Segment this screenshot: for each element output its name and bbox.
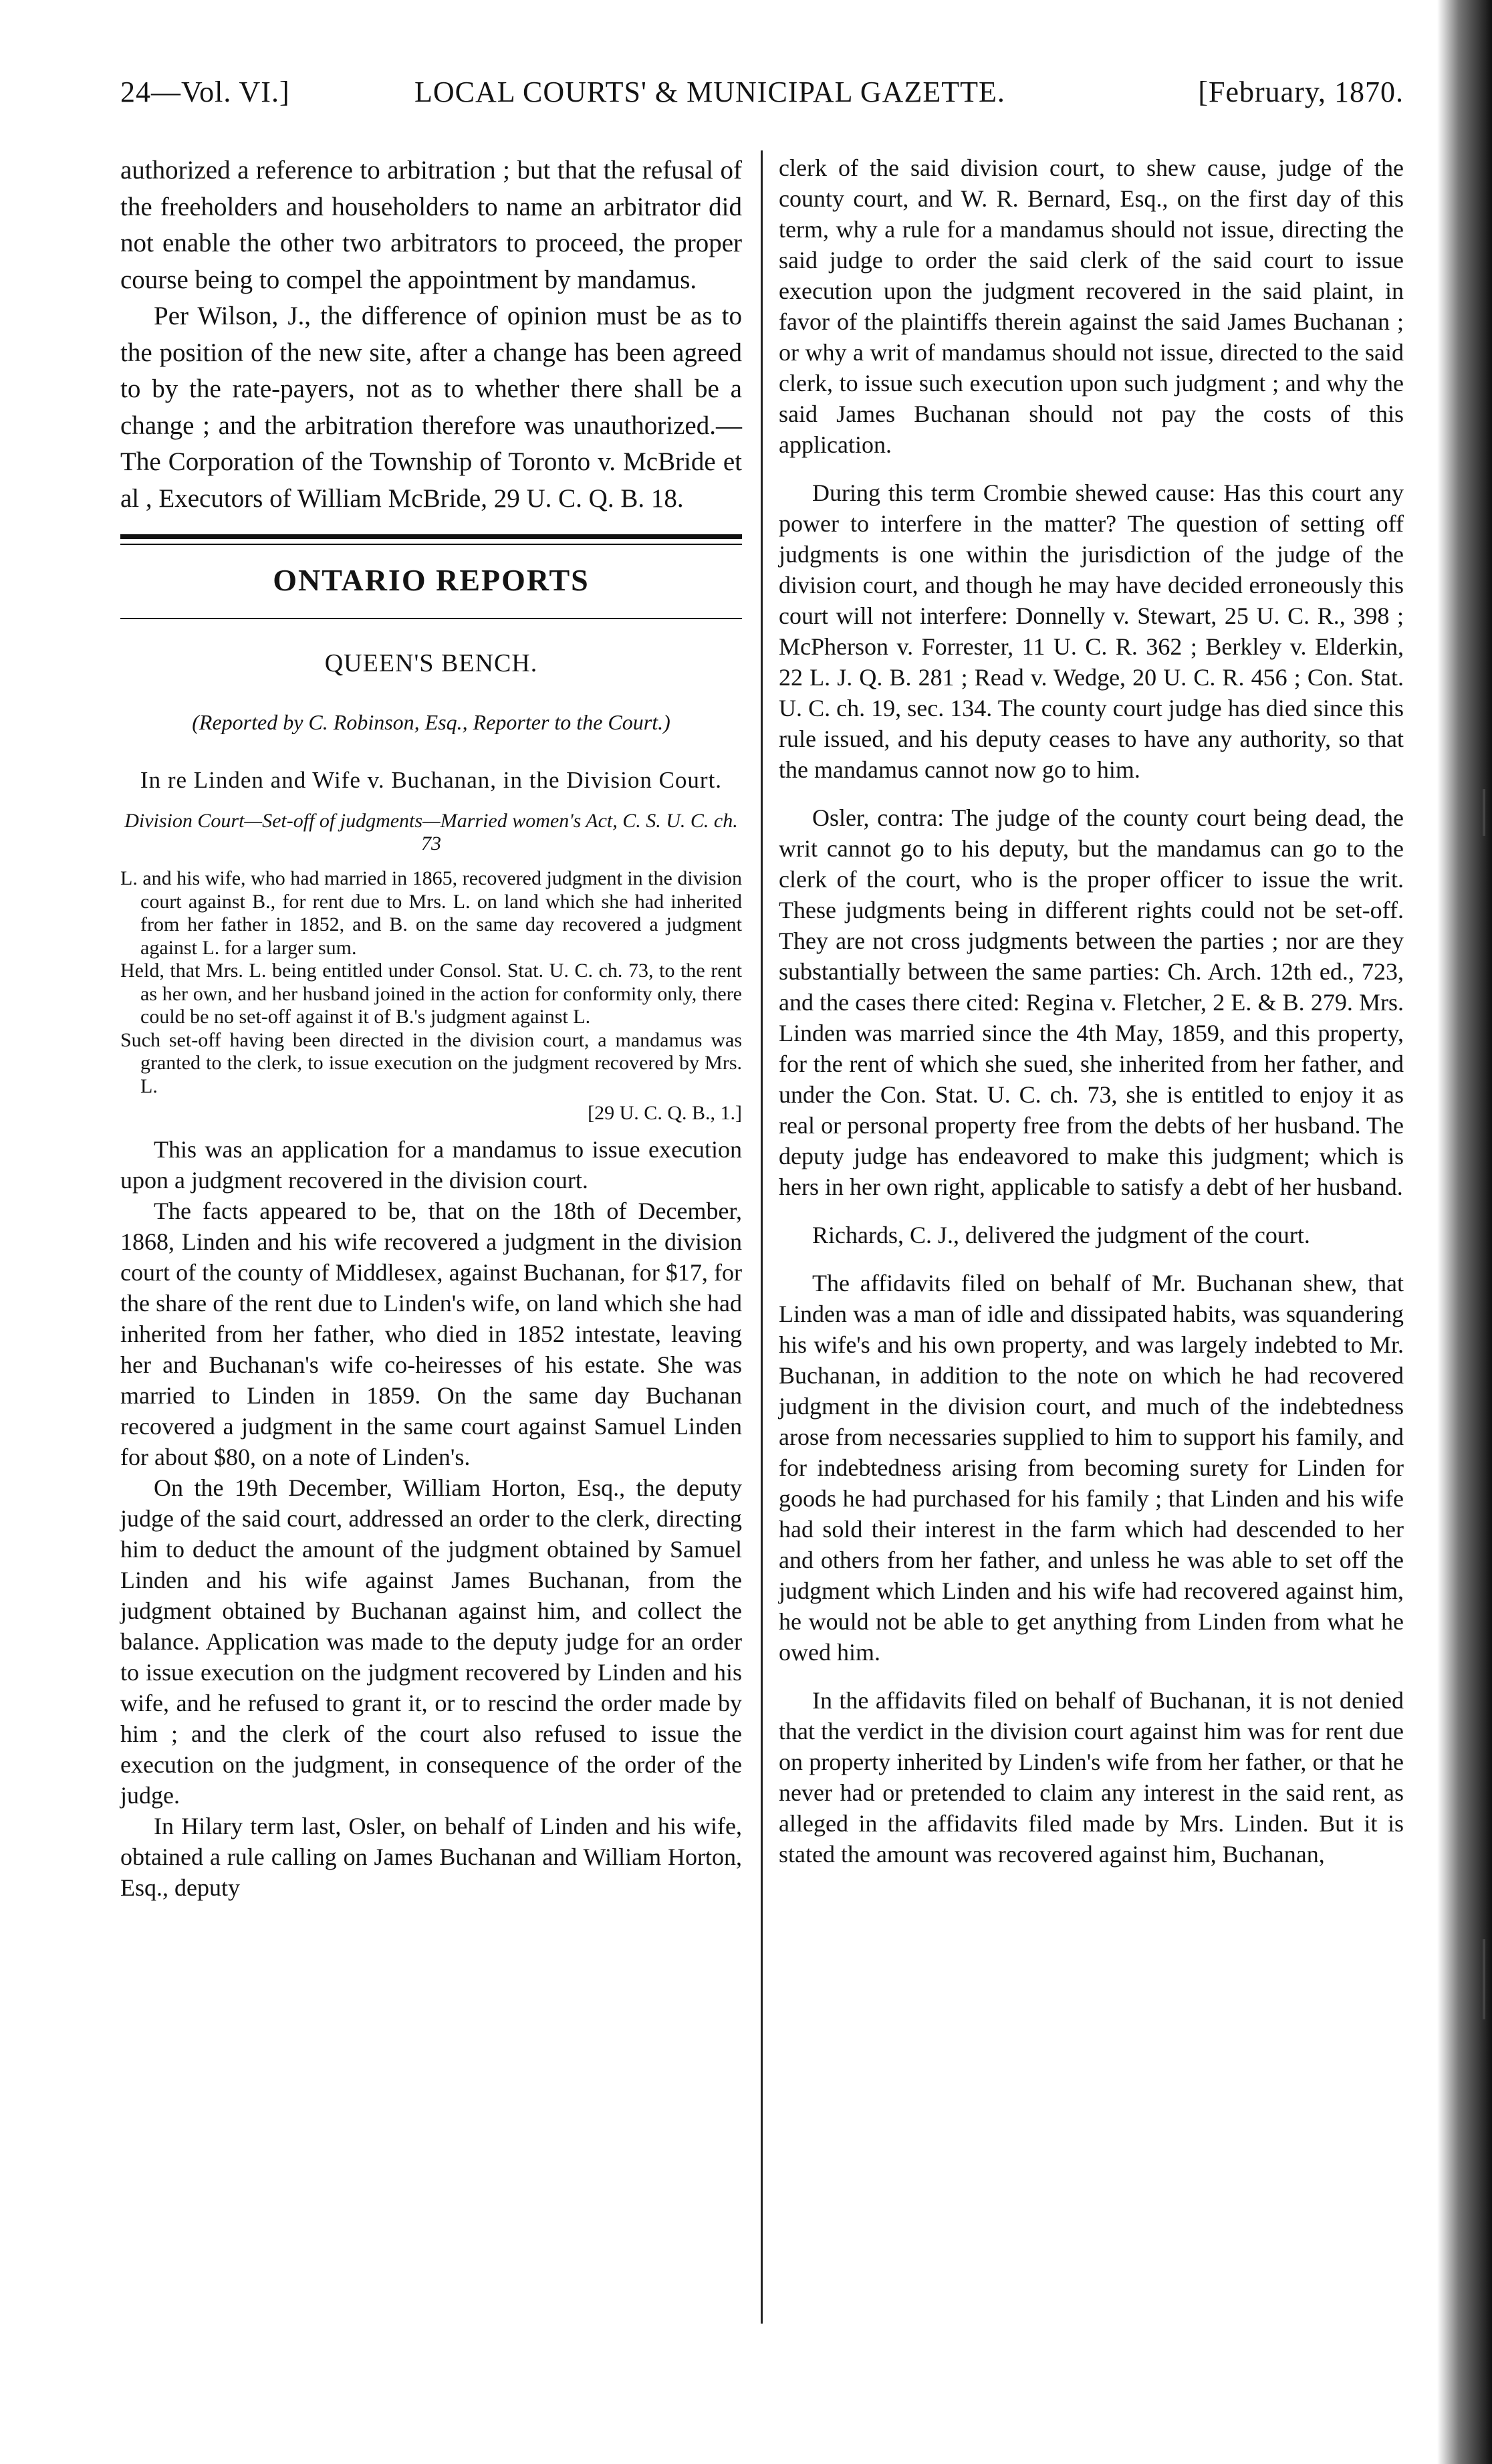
scan-edge-shadow — [1437, 0, 1492, 2464]
wilson-paragraph: Per Wilson, J., the difference of opinion must be as to the position of the new site, after a change has been agreed to by the rate-payers, not as to whether there shall be a change ; and the arbitration therefore was unauthorized.—The Corporation of the Township of Toronto v. McBride et al , Executors of William McBride, 29 U. C. Q. B. 18. — [120, 302, 742, 513]
body-paragraph: During this term Crombie shewed cause: Has this court any power to interfere in the matter? The question of setting off judgments is one within the jurisdiction of the judge of the division court, and though he may have decided erroneously this court will not interfere: Donnelly v. Stewart, 25 U. C. R., 398 ; McPherson v. Forrester, 11 U. C. R. 362 ; Berkley v. Elderkin, 22 L. J. Q. B. 281 ; Read v. Wedge, 20 U. C. R. 456 ; Con. Stat. U. C. ch. 19, sec. 134. The county court judge has died since this rule issued, and his deputy ceases to have any authority, so that the mandamus cannot now go to him. — [779, 479, 1404, 783]
body-paragraph: The affidavits filed on behalf of Mr. Buchanan shew, that Linden was a man of idle and dissipated habits, was squandering his wife's and his own property, and was largely indebted to Mr. Buchanan, in addition to the note on which he had recovered judgment in the division court, and much of the indebtedness arose from necessaries supplied to him to support his family, and for indebtedness arising from becoming surety for Linden for goods he had purchased for his family ; that Linden and his wife had sold their interest in the farm which had descended to her and others from her father, and unless he was able to set off the judgment which Linden and his wife had recovered against him, he would not be able to get anything from Linden from what he owed him. — [779, 1270, 1404, 1666]
scan-edge-mark — [1483, 789, 1485, 836]
section-title: ONTARIO REPORTS — [273, 563, 590, 597]
syllabus-item: Such set-off having been directed in the division court, a mandamus was granted to the clerk, to issue execution on the judgment recovered by Mrs. L. — [120, 1028, 742, 1097]
citation: [29 U. C. Q. B., 1.] — [588, 1102, 742, 1124]
judge-line: Richards, C. J., delivered the judgment of the court. — [812, 1222, 1310, 1248]
body-paragraph: In Hilary term last, Osler, on behalf of Linden and his wife, obtained a rule calling on James Buchanan and William Horton, Esq., deputy — [120, 1813, 742, 1901]
body-paragraph: The facts appeared to be, that on the 18th of December, 1868, Linden and his wife recovered a judgment in the division court of the county of Middlesex, against Buchanan, for $17, for the share of the rent due to Linden's wife, on land which she had inherited from her father, who died in 1852 intestate, leaving her and Buchanan's wife co-heiresses of his estate. She was married to Linden in 1859. On the same day Buchanan recovered a judgment in the same court against Samuel Linden for about $80, on a note of Linden's. — [120, 1198, 742, 1470]
scan-edge-mark — [1483, 1939, 1485, 2019]
section-rule-bottom — [120, 618, 742, 619]
column-divider — [761, 150, 763, 2324]
right-column — [779, 152, 1404, 1870]
body-paragraph: In the affidavits filed on behalf of Buchanan, it is not denied that the verdict in the division court against him was for rent due on property inherited by Linden's wife from her father, or that he never had or pretended to claim any interest in the said rent, as alleged in the affidavits filed made by Mrs. Linden. But it is stated the amount was recovered against him, Buchanan, — [779, 1687, 1404, 1868]
court-title: QUEEN'S BENCH. — [324, 649, 538, 677]
reporter-line: (Reported by C. Robinson, Esq., Reporter to the Court.) — [192, 710, 670, 734]
intro-paragraph: authorized a reference to arbitration ; but that the refusal of the freeholders and householders to name an arbitrator did not enable the other two arbitrators to proceed, the proper course being to compel the appointment by mandamus. — [120, 156, 742, 294]
page-header — [120, 75, 1404, 122]
issue-date: [February, 1870. — [1198, 76, 1404, 108]
syllabus-item: L. and his wife, who had married in 1865, recovered judgment in the division court against B., for rent due to Mrs. L. on land which she had inherited from her father in 1852, and B. on the same day recovered a judgment against L. for a larger sum. — [120, 867, 742, 959]
syllabus-heading: Division Court—Set-off of judgments—Married women's Act, C. S. U. C. ch. 73 — [124, 810, 738, 855]
page-number-volume: 24—Vol. VI.] — [120, 76, 290, 108]
left-column — [120, 152, 742, 1903]
body-paragraph: Osler, contra: The judge of the county court being dead, the writ cannot go to his deputy, but the mandamus can go to the clerk of the court, who is the proper officer to issue the writ. These judgments being in different rights could not be set-off. They are not cross judgments between the parties ; nor are they substantially between the same parties: Ch. Arch. 12th ed., 723, and the cases there cited: Regina v. Fletcher, 2 E. & B. 279. Mrs. Linden was married since the 4th May, 1859, and this property, for the rent of which she sued, she inherited from her father, and under the Con. Stat. U. C. ch. 73, she is entitled to enjoy it as real or personal property free from the debts of her husband. The deputy judge has endeavored to make this judgment; which is hers in her own right, applicable to satisfy a debt of her husband. — [779, 804, 1404, 1200]
case-title: In re Linden and Wife v. Buchanan, in the Division Court. — [140, 767, 723, 793]
body-paragraph: This was an application for a mandamus to issue execution upon a judgment recovered in the division court. — [120, 1136, 742, 1194]
section-rule-thin — [120, 544, 742, 545]
body-paragraph: clerk of the said division court, to shew cause, judge of the county court, and W. R. Bernard, Esq., on the first day of this term, why a rule for a mandamus should not issue, directing the said judge to order the said clerk of the said court to issue execution upon the judgment recovered in the said plaint, in favor of the plaintiffs therein against the said James Buchanan ; or why a writ of mandamus should not issue, directed to the said clerk, to issue such execution upon such judgment ; and why the said James Buchanan should not pay the costs of this application. — [779, 154, 1404, 458]
syllabus-item: Held, that Mrs. L. being entitled under Consol. Stat. U. C. ch. 73, to the rent as her own, and her husband joined in the action for conformity only, there could be no set-off against it of B.'s judgment against L. — [120, 960, 742, 1028]
section-rule-thick — [120, 534, 742, 539]
body-paragraph: On the 19th December, William Horton, Esq., the deputy judge of the said court, addressed an order to the clerk, directing him to deduct the amount of the judgment obtained by Samuel Linden and his wife against James Buchanan, from the judgment obtained by Buchanan against him, and collect the balance. Application was made to the deputy judge for an order to issue execution on the judgment recovered by Linden and his wife, and he refused to grant it, or to rescind the order made by him ; and the clerk of the court also refused to issue the execution on the judgment, in consequence of the order of the judge. — [120, 1474, 742, 1809]
publication-title: LOCAL COURTS' & MUNICIPAL GAZETTE. — [414, 76, 1005, 108]
